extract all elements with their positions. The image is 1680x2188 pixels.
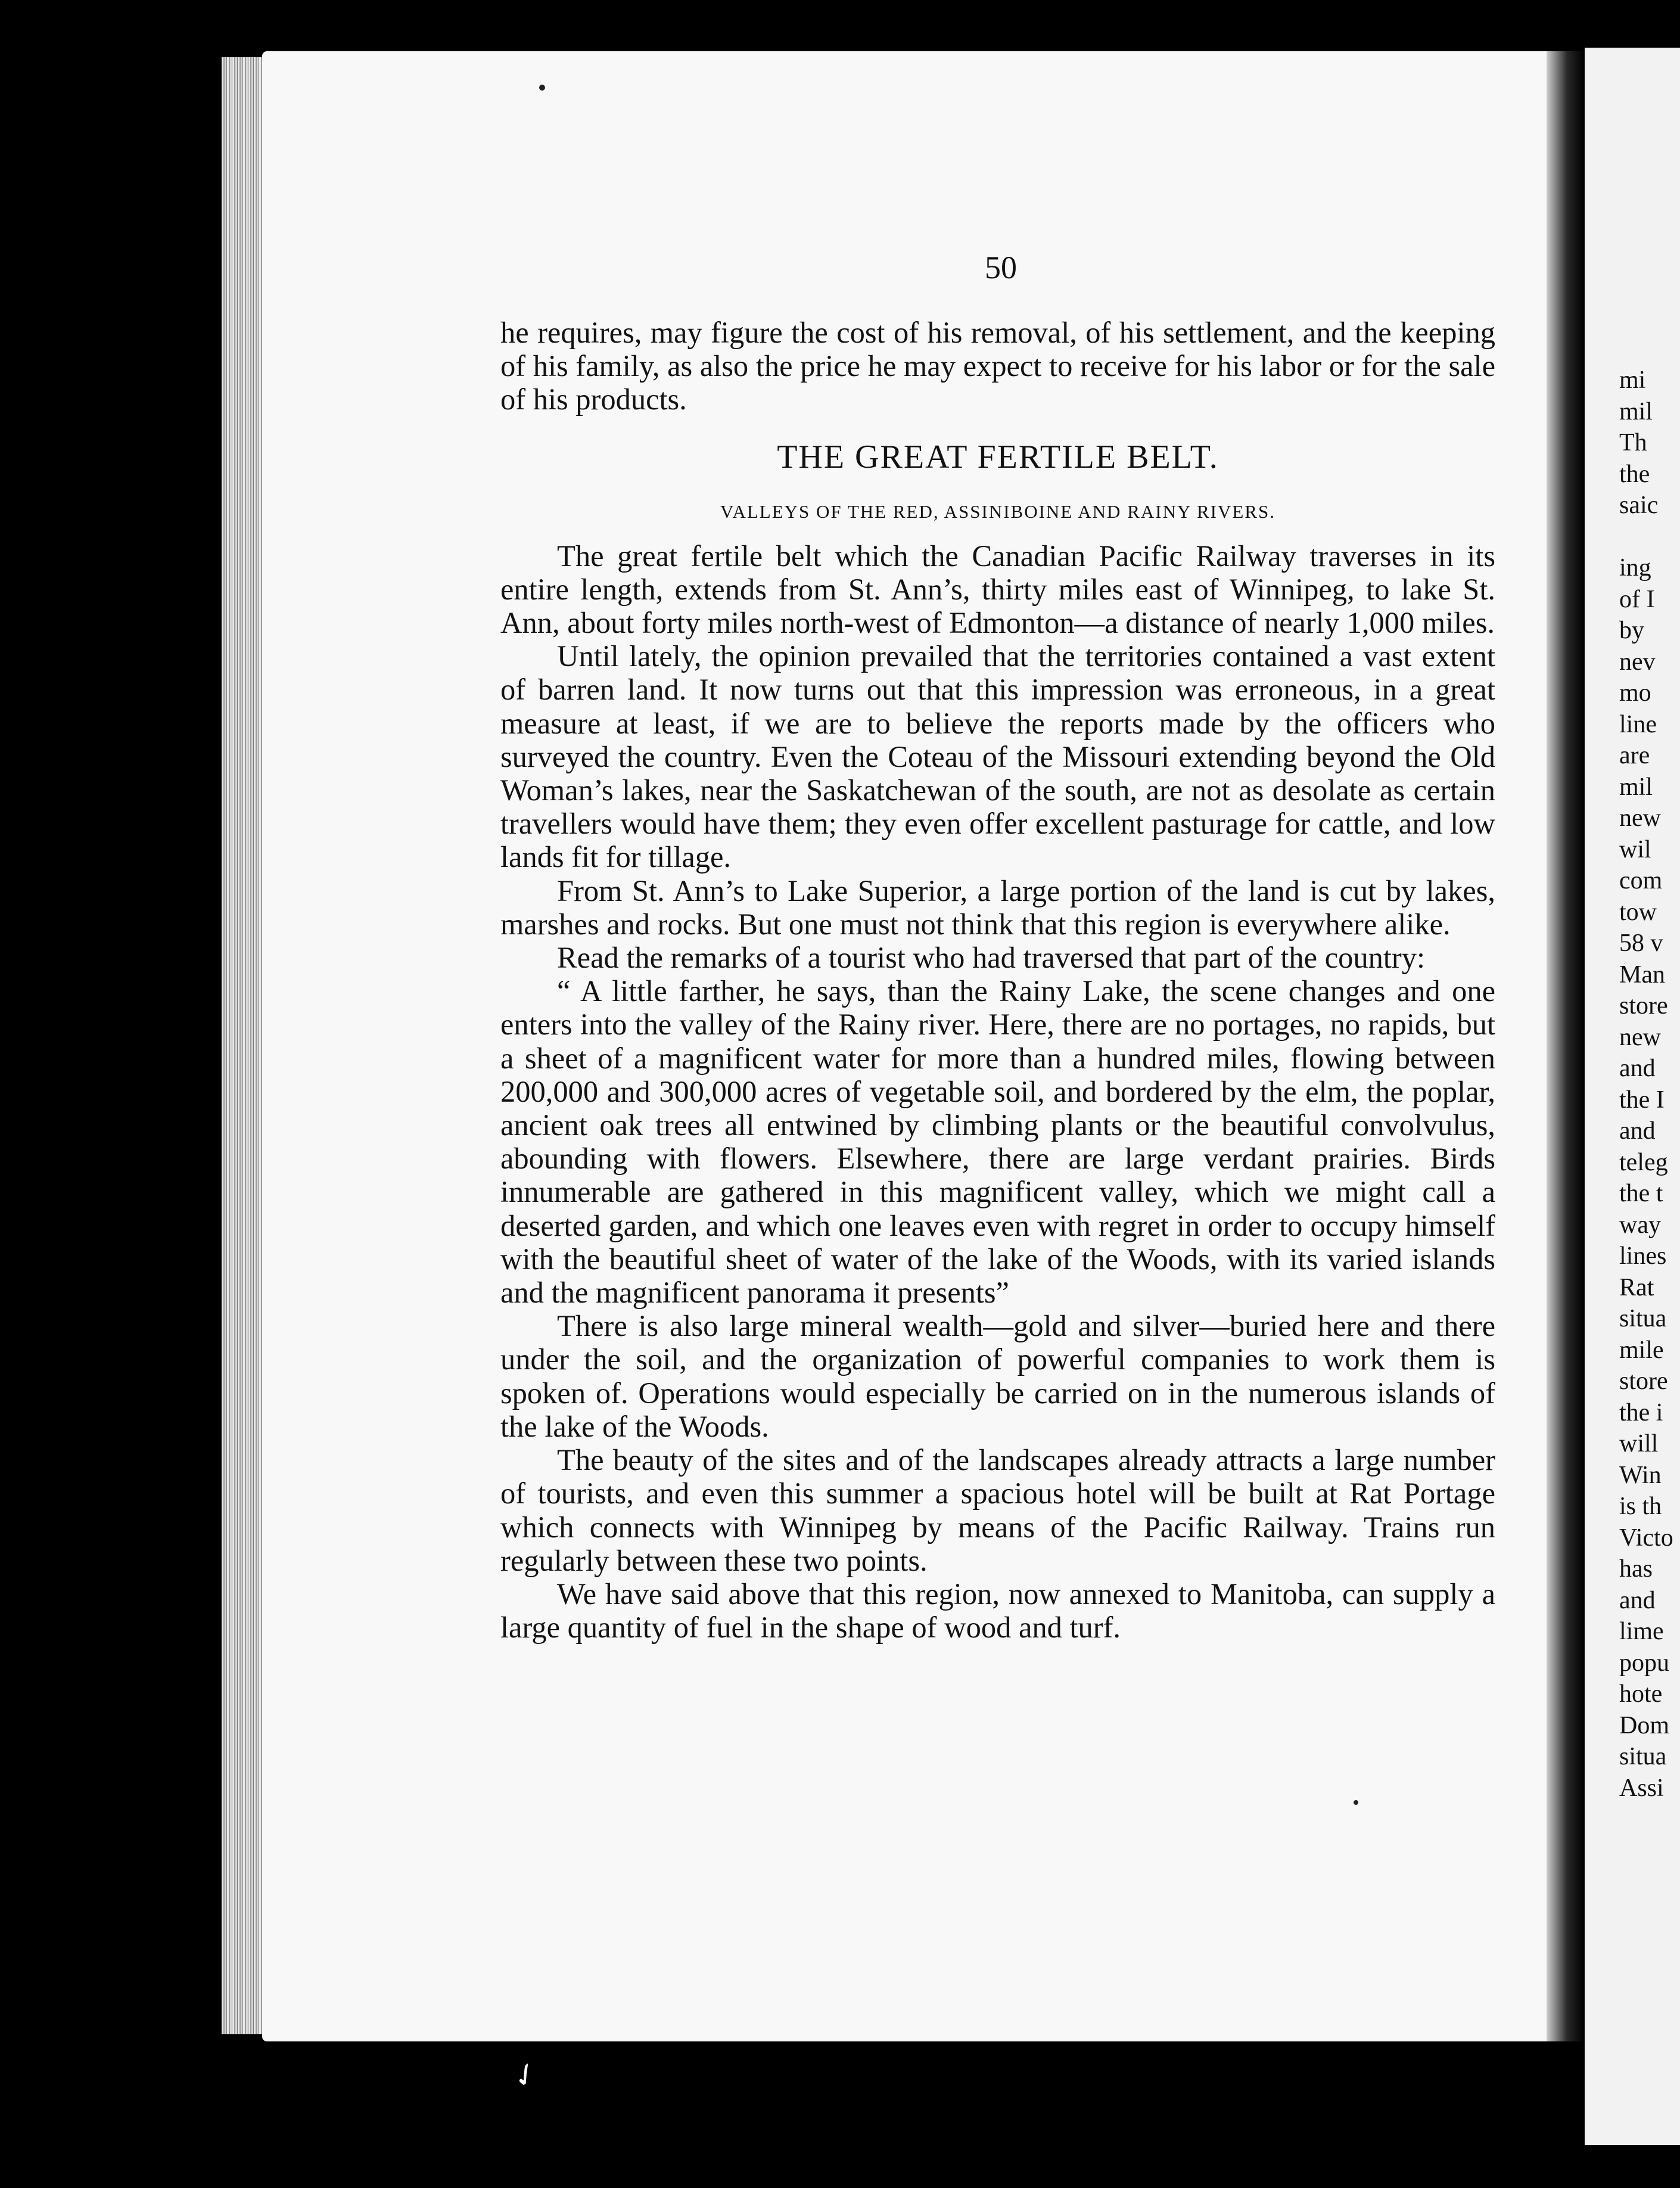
quoted-paragraph: “ A little farther, he says, than the Rainy Lake, the scene changes and one enters into the valley of the Rainy river. Here, there are no portages, no rapids, but a sheet of a magnificent water for more than a hundred miles, flowing between 200,000 and 300,000 acres of vegetable soil, and bordered by the elm, the poplar, ancient oak trees all entwined by climbing plants or the beautiful convolvulus, abounding with flowers. Elsewhere, there are large verdant prairies. Birds innumerable are gathered in this magnificent valley, which we might call a deserted garden, and which one leaves even with regret in order to occupy himself with the beautiful sheet of water of the lake of the Woods, with its varied islands and the magnificent panorama it presents”: [500, 974, 1495, 1310]
facing-page-line: lime: [1619, 1618, 1664, 1645]
opening-paragraph: he requires, may figure the cost of his removal, of his settlement, and the keeping of his family, as also the price he may expect to receive for his labor or for the sale of his products.: [500, 316, 1495, 417]
facing-page-line: mi: [1619, 366, 1646, 394]
facing-page-line: mo: [1619, 679, 1651, 707]
facing-page-line: nev: [1619, 648, 1656, 676]
facing-page-line: the i: [1619, 1398, 1663, 1426]
paragraph: Until lately, the opinion prevailed that the territories contained a vast extent of barren land. It now turns out that this impression was erroneous, in a great measure at least, if we are to believe the reports made by the officers who surveyed the country. Even the Coteau of the Missouri extending beyond the Old Woman’s lakes, near the Saskatchewan of the south, are not as desolate as certain travellers would have them; they even offer excellent pasturage for cattle, and low lands fit for tillage.: [500, 639, 1495, 874]
facing-page-line: situa: [1619, 1305, 1667, 1332]
facing-page-line: Assi: [1619, 1774, 1664, 1802]
facing-page-line: hote: [1619, 1680, 1663, 1708]
paragraph: From St. Ann’s to Lake Superior, a large portion of the land is cut by lakes, marshes and rocks. But one must not think that this region is everywhere alike.: [500, 874, 1495, 941]
facing-page-line: Dom: [1619, 1711, 1669, 1739]
facing-page-line: Win: [1619, 1461, 1662, 1489]
ink-speck: [539, 85, 545, 91]
facing-page-line: will: [1619, 1430, 1659, 1457]
facing-page-line: line: [1619, 710, 1657, 738]
facing-page-line: tow: [1619, 898, 1657, 926]
facing-page-line: and: [1619, 1586, 1656, 1614]
facing-page-line: way: [1619, 1211, 1661, 1239]
page-body: [500, 316, 1495, 1644]
facing-page-line: and: [1619, 1117, 1656, 1145]
facing-page-line: Man: [1619, 961, 1665, 989]
facing-page-line: and: [1619, 1055, 1656, 1082]
facing-page-line: are: [1619, 742, 1650, 769]
facing-page-line: 58 v: [1619, 930, 1663, 957]
paragraph: The great fertile belt which the Canadian Pacific Railway traverses in its entire length, extends from St. Ann’s, thirty miles east of Winnipeg, to lake St. Ann, about forty miles north-west of Edmonton—a distance of nearly 1,000 miles.: [500, 539, 1495, 640]
facing-page-line: the: [1619, 460, 1650, 488]
paragraph: The beauty of the sites and of the landscapes already attracts a large number of tourists, and even this summer a spacious hotel will be built at Rat Portage which connects with Winnipeg by means of the Pacific Railway. Trains run regularly between these two points.: [500, 1443, 1495, 1577]
facing-page-line: saic: [1619, 492, 1659, 519]
paragraph: There is also large mineral wealth—gold and silver—buried here and there under the soil, and the organization of powerful companies to work them is spoken of. Operations would especially be carried on in the numerous islands of the lake of the Woods.: [500, 1309, 1495, 1443]
facing-page-line: is th: [1619, 1493, 1662, 1520]
facing-page-line: new: [1619, 804, 1661, 832]
facing-page-line: store: [1619, 1368, 1668, 1395]
facing-page-line: com: [1619, 867, 1663, 894]
facing-page-line: mile: [1619, 1336, 1664, 1364]
facing-page-text: [1619, 365, 1680, 1804]
facing-page-line: has: [1619, 1555, 1653, 1583]
facing-page-line: of I: [1619, 585, 1655, 613]
facing-page-line: situa: [1619, 1743, 1667, 1770]
section-subtitle: VALLEYS OF THE RED, ASSINIBOINE AND RAINY RIVERS.: [720, 501, 1275, 522]
section-title: THE GREAT FERTILE BELT.: [777, 438, 1219, 475]
facing-page-line: wil: [1619, 835, 1651, 863]
paragraph: Read the remarks of a tourist who had traversed that part of the country:: [557, 941, 1426, 975]
facing-page-line: ing: [1619, 554, 1651, 582]
facing-page-line: teleg: [1619, 1148, 1668, 1176]
facing-page-line: [1619, 521, 1680, 553]
facing-page-line: the I: [1619, 1086, 1665, 1114]
facing-page-line: Th: [1619, 429, 1647, 456]
facing-page-line: Victo: [1619, 1524, 1673, 1552]
facing-page-line: by: [1619, 617, 1644, 644]
facing-page-line: Rat: [1619, 1273, 1654, 1301]
facing-page-line: mil: [1619, 773, 1653, 801]
facing-page-line: store: [1619, 992, 1668, 1020]
facing-page-line: mil: [1619, 397, 1653, 425]
facing-page-line: the t: [1619, 1180, 1663, 1207]
facing-page-line: lines: [1619, 1242, 1667, 1270]
facing-page-line: new: [1619, 1023, 1661, 1051]
facing-page: [1585, 48, 1680, 2145]
ink-speck: [1354, 1800, 1358, 1805]
facing-page-line: popu: [1619, 1649, 1669, 1677]
book-gutter: [1547, 51, 1583, 2041]
paragraph: We have said above that this region, now annexed to Manitoba, can supply a large quantity of fuel in the shape of wood and turf.: [500, 1577, 1495, 1645]
smudge-mark: ✓: [506, 2055, 546, 2097]
